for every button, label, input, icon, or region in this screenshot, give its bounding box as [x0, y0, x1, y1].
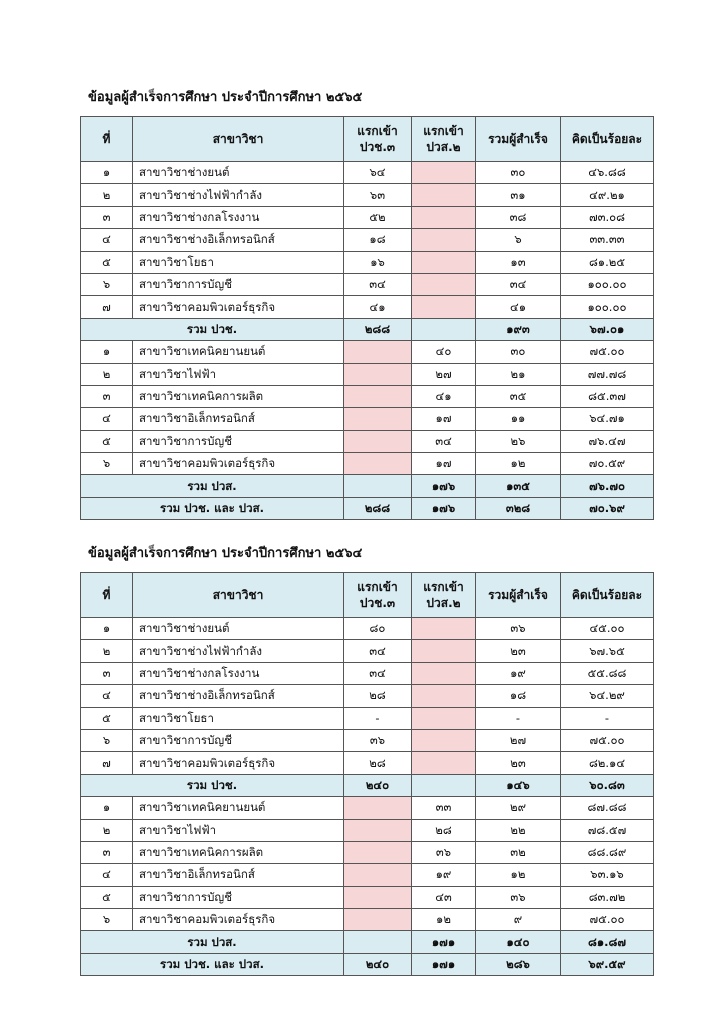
- pvs-enrolled: ๑๒: [412, 909, 476, 931]
- row-number: ๒: [81, 363, 133, 385]
- row-number: ๗: [81, 752, 133, 774]
- column-header: แรกเข้า ปวช.๓: [344, 573, 412, 618]
- table-header: [81, 573, 654, 618]
- graduates-total: ๑๔๐: [476, 931, 561, 953]
- graduates-table: [80, 572, 654, 976]
- graduate-percent: ๗๕.๐๐: [561, 729, 654, 751]
- graduates-total: ๓๖: [476, 886, 561, 908]
- pvc-total-row: [81, 318, 654, 340]
- graduates-total: ๑๘: [476, 685, 561, 707]
- graduates-total: ๙: [476, 909, 561, 931]
- graduates-total: ๒๓: [476, 640, 561, 662]
- row-number: ๒: [81, 184, 133, 206]
- graduates-total: ๑๑: [476, 408, 561, 430]
- pvc-enrolled: [344, 931, 412, 953]
- pvs-enrolled: [412, 685, 476, 707]
- graduate-percent: ๑๐๐.๐๐: [561, 296, 654, 318]
- table-row: [81, 430, 654, 452]
- table-row: [81, 184, 654, 206]
- pvs-enrolled: [412, 774, 476, 796]
- program-name: สาขาวิชาการบัญชี: [133, 729, 344, 751]
- program-name: สาขาวิชาช่างไฟฟ้ากำลัง: [133, 184, 344, 206]
- graduate-percent: ๗๘.๕๗: [561, 819, 654, 841]
- row-number: ๑: [81, 797, 133, 819]
- graduates-total: ๓๖: [476, 618, 561, 640]
- pvc-enrolled: [344, 841, 412, 863]
- program-name: สาขาวิชาเทคนิคการผลิต: [133, 841, 344, 863]
- pvs-enrolled: [412, 618, 476, 640]
- pvs-enrolled: [412, 273, 476, 295]
- table-row: [81, 408, 654, 430]
- pvs-enrolled: [412, 640, 476, 662]
- section-title: ข้อมูลผู้สำเร็จการศึกษา ประจำปีการศึกษา ๒๕๖๔: [88, 546, 363, 561]
- column-header: รวมผู้สำเร็จ: [476, 573, 561, 618]
- graduate-percent: ๘๒.๑๔: [561, 752, 654, 774]
- pvs-enrolled: ๑๗: [412, 408, 476, 430]
- pvc-enrolled: [344, 430, 412, 452]
- row-number: ๖: [81, 453, 133, 475]
- table-row: [81, 640, 654, 662]
- program-name: สาขาวิชาการบัญชี: [133, 430, 344, 452]
- graduates-table: [80, 116, 654, 520]
- pvc-enrolled: ๑๖: [344, 251, 412, 273]
- column-header: คิดเป็นร้อยละ: [561, 117, 654, 162]
- pvc-enrolled: ๓๔: [344, 662, 412, 684]
- graduates-total: ๖: [476, 229, 561, 251]
- pvc-enrolled: ๒๘: [344, 685, 412, 707]
- table-row: [81, 886, 654, 908]
- pvs-enrolled: [412, 229, 476, 251]
- row-number: ๕: [81, 251, 133, 273]
- table-row: [81, 273, 654, 295]
- program-name: สาขาวิชาช่างอิเล็กทรอนิกส์: [133, 229, 344, 251]
- row-number: ๕: [81, 886, 133, 908]
- pvs-enrolled: ๑๙: [412, 864, 476, 886]
- program-name: สาขาวิชาโยธา: [133, 707, 344, 729]
- pvs-enrolled: ๑๗: [412, 453, 476, 475]
- graduates-total: ๑๙: [476, 662, 561, 684]
- pvc-enrolled: -: [344, 707, 412, 729]
- program-name: สาขาวิชาอิเล็กทรอนิกส์: [133, 864, 344, 886]
- program-name: สาขาวิชาช่างกลโรงงาน: [133, 206, 344, 228]
- sum-label: รวม ปวส.: [81, 475, 344, 497]
- graduate-percent: ๗๖.๔๗: [561, 430, 654, 452]
- program-name: สาขาวิชาไฟฟ้า: [133, 819, 344, 841]
- graduates-total: ๓๕: [476, 385, 561, 407]
- program-name: สาขาวิชาช่างไฟฟ้ากำลัง: [133, 640, 344, 662]
- pvs-enrolled: ๒๗: [412, 363, 476, 385]
- table-row: [81, 229, 654, 251]
- graduate-percent: ๘๘.๘๙: [561, 841, 654, 863]
- program-name: สาขาวิชาคอมพิวเตอร์ธุรกิจ: [133, 453, 344, 475]
- pvc-enrolled: ๘๐: [344, 618, 412, 640]
- graduates-total: ๑๓: [476, 251, 561, 273]
- table-row: [81, 685, 654, 707]
- pvc-enrolled: [344, 864, 412, 886]
- row-number: ๒: [81, 819, 133, 841]
- graduates-total: ๓๑: [476, 184, 561, 206]
- column-header: รวมผู้สำเร็จ: [476, 117, 561, 162]
- program-name: สาขาวิชาช่างยนต์: [133, 162, 344, 184]
- pvc-enrolled: [344, 475, 412, 497]
- graduate-percent: ๖๙.๕๙: [561, 953, 654, 975]
- graduate-percent: ๔๙.๒๑: [561, 184, 654, 206]
- graduate-percent: ๖๔.๒๙: [561, 685, 654, 707]
- table-row: [81, 162, 654, 184]
- graduate-percent: ๗๓.๐๘: [561, 206, 654, 228]
- graduates-total: ๓๐: [476, 341, 561, 363]
- pvs-enrolled: [412, 162, 476, 184]
- graduates-total: ๓๘: [476, 206, 561, 228]
- row-number: ๒: [81, 640, 133, 662]
- graduate-percent: ๘๑.๒๕: [561, 251, 654, 273]
- pvc-enrolled: [344, 819, 412, 841]
- pvs-enrolled: [412, 251, 476, 273]
- program-name: สาขาวิชาช่างยนต์: [133, 618, 344, 640]
- graduates-total: ๑๒: [476, 864, 561, 886]
- graduate-percent: ๕๕.๘๘: [561, 662, 654, 684]
- row-number: ๖: [81, 909, 133, 931]
- graduates-total: ๔๑: [476, 296, 561, 318]
- graduates-total: ๓๒๘: [476, 497, 561, 519]
- pvs-enrolled: ๑๗๑: [412, 953, 476, 975]
- pvc-enrolled: ๑๘: [344, 229, 412, 251]
- table-row: [81, 662, 654, 684]
- pvc-enrolled: [344, 385, 412, 407]
- pvc-enrolled: ๖๓: [344, 184, 412, 206]
- sum-label: รวม ปวช. และ ปวส.: [81, 953, 344, 975]
- section-2565: [80, 88, 653, 520]
- graduate-percent: ๘๕.๓๗: [561, 385, 654, 407]
- graduate-percent: ๗๕.๐๐: [561, 341, 654, 363]
- pvc-enrolled: [344, 909, 412, 931]
- pvc-enrolled: ๒๘๘: [344, 497, 412, 519]
- pvc-enrolled: ๓๖: [344, 729, 412, 751]
- table-header: [81, 117, 654, 162]
- pvc-enrolled: [344, 363, 412, 385]
- table-row: [81, 618, 654, 640]
- pvs-enrolled: ๔๓: [412, 886, 476, 908]
- row-number: ๓: [81, 662, 133, 684]
- pvs-enrolled: [412, 729, 476, 751]
- table-row: [81, 341, 654, 363]
- row-number: ๔: [81, 229, 133, 251]
- table-row: [81, 752, 654, 774]
- row-number: ๓: [81, 206, 133, 228]
- program-name: สาขาวิชาอิเล็กทรอนิกส์: [133, 408, 344, 430]
- pvc-enrolled: [344, 341, 412, 363]
- pvs-enrolled: ๔๑: [412, 385, 476, 407]
- graduate-percent: ๗๐.๖๙: [561, 497, 654, 519]
- header-row: [81, 573, 654, 618]
- table-row: [81, 296, 654, 318]
- pvs-enrolled: ๔๐: [412, 341, 476, 363]
- table-row: [81, 864, 654, 886]
- pvs-enrolled: ๑๗๖: [412, 497, 476, 519]
- pvs-enrolled: [412, 752, 476, 774]
- program-name: สาขาวิชาเทคนิคยานยนต์: [133, 797, 344, 819]
- graduate-percent: ๖๔.๗๑: [561, 408, 654, 430]
- pvs-enrolled: ๑๗๑: [412, 931, 476, 953]
- graduate-percent: ๖๓.๑๖: [561, 864, 654, 886]
- graduate-percent: ๔๖.๘๘: [561, 162, 654, 184]
- table-body: [81, 618, 654, 976]
- grand-total-row: [81, 953, 654, 975]
- row-number: ๑: [81, 618, 133, 640]
- pvc-enrolled: [344, 886, 412, 908]
- column-header: ที่: [81, 117, 133, 162]
- graduate-percent: ๗๕.๐๐: [561, 909, 654, 931]
- program-name: สาขาวิชาไฟฟ้า: [133, 363, 344, 385]
- pvc-enrolled: [344, 453, 412, 475]
- row-number: ๓: [81, 385, 133, 407]
- table-row: [81, 841, 654, 863]
- row-number: ๕: [81, 707, 133, 729]
- column-header: ที่: [81, 573, 133, 618]
- pvs-enrolled: ๒๘: [412, 819, 476, 841]
- column-header: แรกเข้า ปวส.๒: [412, 117, 476, 162]
- sum-label: รวม ปวช. และ ปวส.: [81, 497, 344, 519]
- pvs-enrolled: [412, 662, 476, 684]
- pvc-enrolled: ๒๘๘: [344, 318, 412, 340]
- row-number: ๔: [81, 685, 133, 707]
- pvc-enrolled: [344, 797, 412, 819]
- pvc-enrolled: [344, 408, 412, 430]
- graduates-total: ๑๙๓: [476, 318, 561, 340]
- column-header: สาขาวิชา: [133, 117, 344, 162]
- sum-label: รวม ปวส.: [81, 931, 344, 953]
- pvs-total-row: [81, 931, 654, 953]
- table-row: [81, 385, 654, 407]
- pvc-enrolled: ๖๔: [344, 162, 412, 184]
- pvs-enrolled: [412, 707, 476, 729]
- graduates-total: ๓๔: [476, 273, 561, 295]
- program-name: สาขาวิชาเทคนิคการผลิต: [133, 385, 344, 407]
- graduates-total: ๓๐: [476, 162, 561, 184]
- graduate-percent: ๗๖.๗๐: [561, 475, 654, 497]
- sum-label: รวม ปวช.: [81, 774, 344, 796]
- table-row: [81, 909, 654, 931]
- graduates-total: -: [476, 707, 561, 729]
- program-name: สาขาวิชาช่างกลโรงงาน: [133, 662, 344, 684]
- graduates-total: ๒๖: [476, 430, 561, 452]
- graduate-percent: ๓๓.๓๓: [561, 229, 654, 251]
- column-header: คิดเป็นร้อยละ: [561, 573, 654, 618]
- column-header: แรกเข้า ปวส.๒: [412, 573, 476, 618]
- section-title: ข้อมูลผู้สำเร็จการศึกษา ประจำปีการศึกษา ๒๕๖๕: [88, 90, 363, 105]
- graduates-total: ๒๒: [476, 819, 561, 841]
- graduate-percent: ๖๗.๐๑: [561, 318, 654, 340]
- program-name: สาขาวิชาคอมพิวเตอร์ธุรกิจ: [133, 296, 344, 318]
- sum-label: รวม ปวช.: [81, 318, 344, 340]
- graduate-percent: ๘๑.๘๗: [561, 931, 654, 953]
- table-body: [81, 162, 654, 520]
- table-row: [81, 251, 654, 273]
- pvc-enrolled: ๒๔๐: [344, 774, 412, 796]
- pvc-enrolled: ๕๒: [344, 206, 412, 228]
- program-name: สาขาวิชาเทคนิคยานยนต์: [133, 341, 344, 363]
- pvs-enrolled: [412, 184, 476, 206]
- row-number: ๖: [81, 729, 133, 751]
- table-row: [81, 707, 654, 729]
- pvs-enrolled: ๓๓: [412, 797, 476, 819]
- graduate-percent: ๔๕.๐๐: [561, 618, 654, 640]
- pvc-total-row: [81, 774, 654, 796]
- section-2564: [80, 544, 653, 976]
- pvc-enrolled: ๒๔๐: [344, 953, 412, 975]
- row-number: ๑: [81, 341, 133, 363]
- table-row: [81, 453, 654, 475]
- row-number: ๔: [81, 408, 133, 430]
- row-number: ๕: [81, 430, 133, 452]
- table-row: [81, 363, 654, 385]
- pvs-enrolled: ๓๖: [412, 841, 476, 863]
- graduates-total: ๒๓: [476, 752, 561, 774]
- program-name: สาขาวิชาคอมพิวเตอร์ธุรกิจ: [133, 909, 344, 931]
- pvs-total-row: [81, 475, 654, 497]
- table-row: [81, 797, 654, 819]
- program-name: สาขาวิชาการบัญชี: [133, 273, 344, 295]
- graduates-total: ๒๙: [476, 797, 561, 819]
- pvc-enrolled: ๔๑: [344, 296, 412, 318]
- graduates-total: ๒๘๖: [476, 953, 561, 975]
- pvs-enrolled: [412, 206, 476, 228]
- row-number: ๑: [81, 162, 133, 184]
- graduate-percent: ๗๗.๗๘: [561, 363, 654, 385]
- graduates-total: ๒๑: [476, 363, 561, 385]
- pvs-enrolled: ๓๔: [412, 430, 476, 452]
- table-row: [81, 819, 654, 841]
- graduates-total: ๑๓๕: [476, 475, 561, 497]
- table-row: [81, 729, 654, 751]
- pvc-enrolled: ๓๔: [344, 640, 412, 662]
- pvc-enrolled: ๓๔: [344, 273, 412, 295]
- graduates-total: ๒๗: [476, 729, 561, 751]
- pvs-enrolled: [412, 318, 476, 340]
- pvc-enrolled: ๒๘: [344, 752, 412, 774]
- graduate-percent: ๘๓.๗๒: [561, 886, 654, 908]
- program-name: สาขาวิชาการบัญชี: [133, 886, 344, 908]
- pvs-enrolled: ๑๗๖: [412, 475, 476, 497]
- graduate-percent: ๖๗.๖๕: [561, 640, 654, 662]
- graduates-total: ๑๒: [476, 453, 561, 475]
- row-number: ๔: [81, 864, 133, 886]
- program-name: สาขาวิชาคอมพิวเตอร์ธุรกิจ: [133, 752, 344, 774]
- program-name: สาขาวิชาโยธา: [133, 251, 344, 273]
- row-number: ๖: [81, 273, 133, 295]
- row-number: ๓: [81, 841, 133, 863]
- column-header: สาขาวิชา: [133, 573, 344, 618]
- pvs-enrolled: [412, 296, 476, 318]
- graduates-total: ๑๔๖: [476, 774, 561, 796]
- program-name: สาขาวิชาช่างอิเล็กทรอนิกส์: [133, 685, 344, 707]
- graduate-percent: ๑๐๐.๐๐: [561, 273, 654, 295]
- table-row: [81, 206, 654, 228]
- graduate-percent: ๖๐.๘๓: [561, 774, 654, 796]
- header-row: [81, 117, 654, 162]
- graduates-total: ๓๒: [476, 841, 561, 863]
- graduate-percent: ๘๗.๘๘: [561, 797, 654, 819]
- column-header: แรกเข้า ปวช.๓: [344, 117, 412, 162]
- row-number: ๗: [81, 296, 133, 318]
- graduate-percent: -: [561, 707, 654, 729]
- grand-total-row: [81, 497, 654, 519]
- graduate-percent: ๗๐.๕๙: [561, 453, 654, 475]
